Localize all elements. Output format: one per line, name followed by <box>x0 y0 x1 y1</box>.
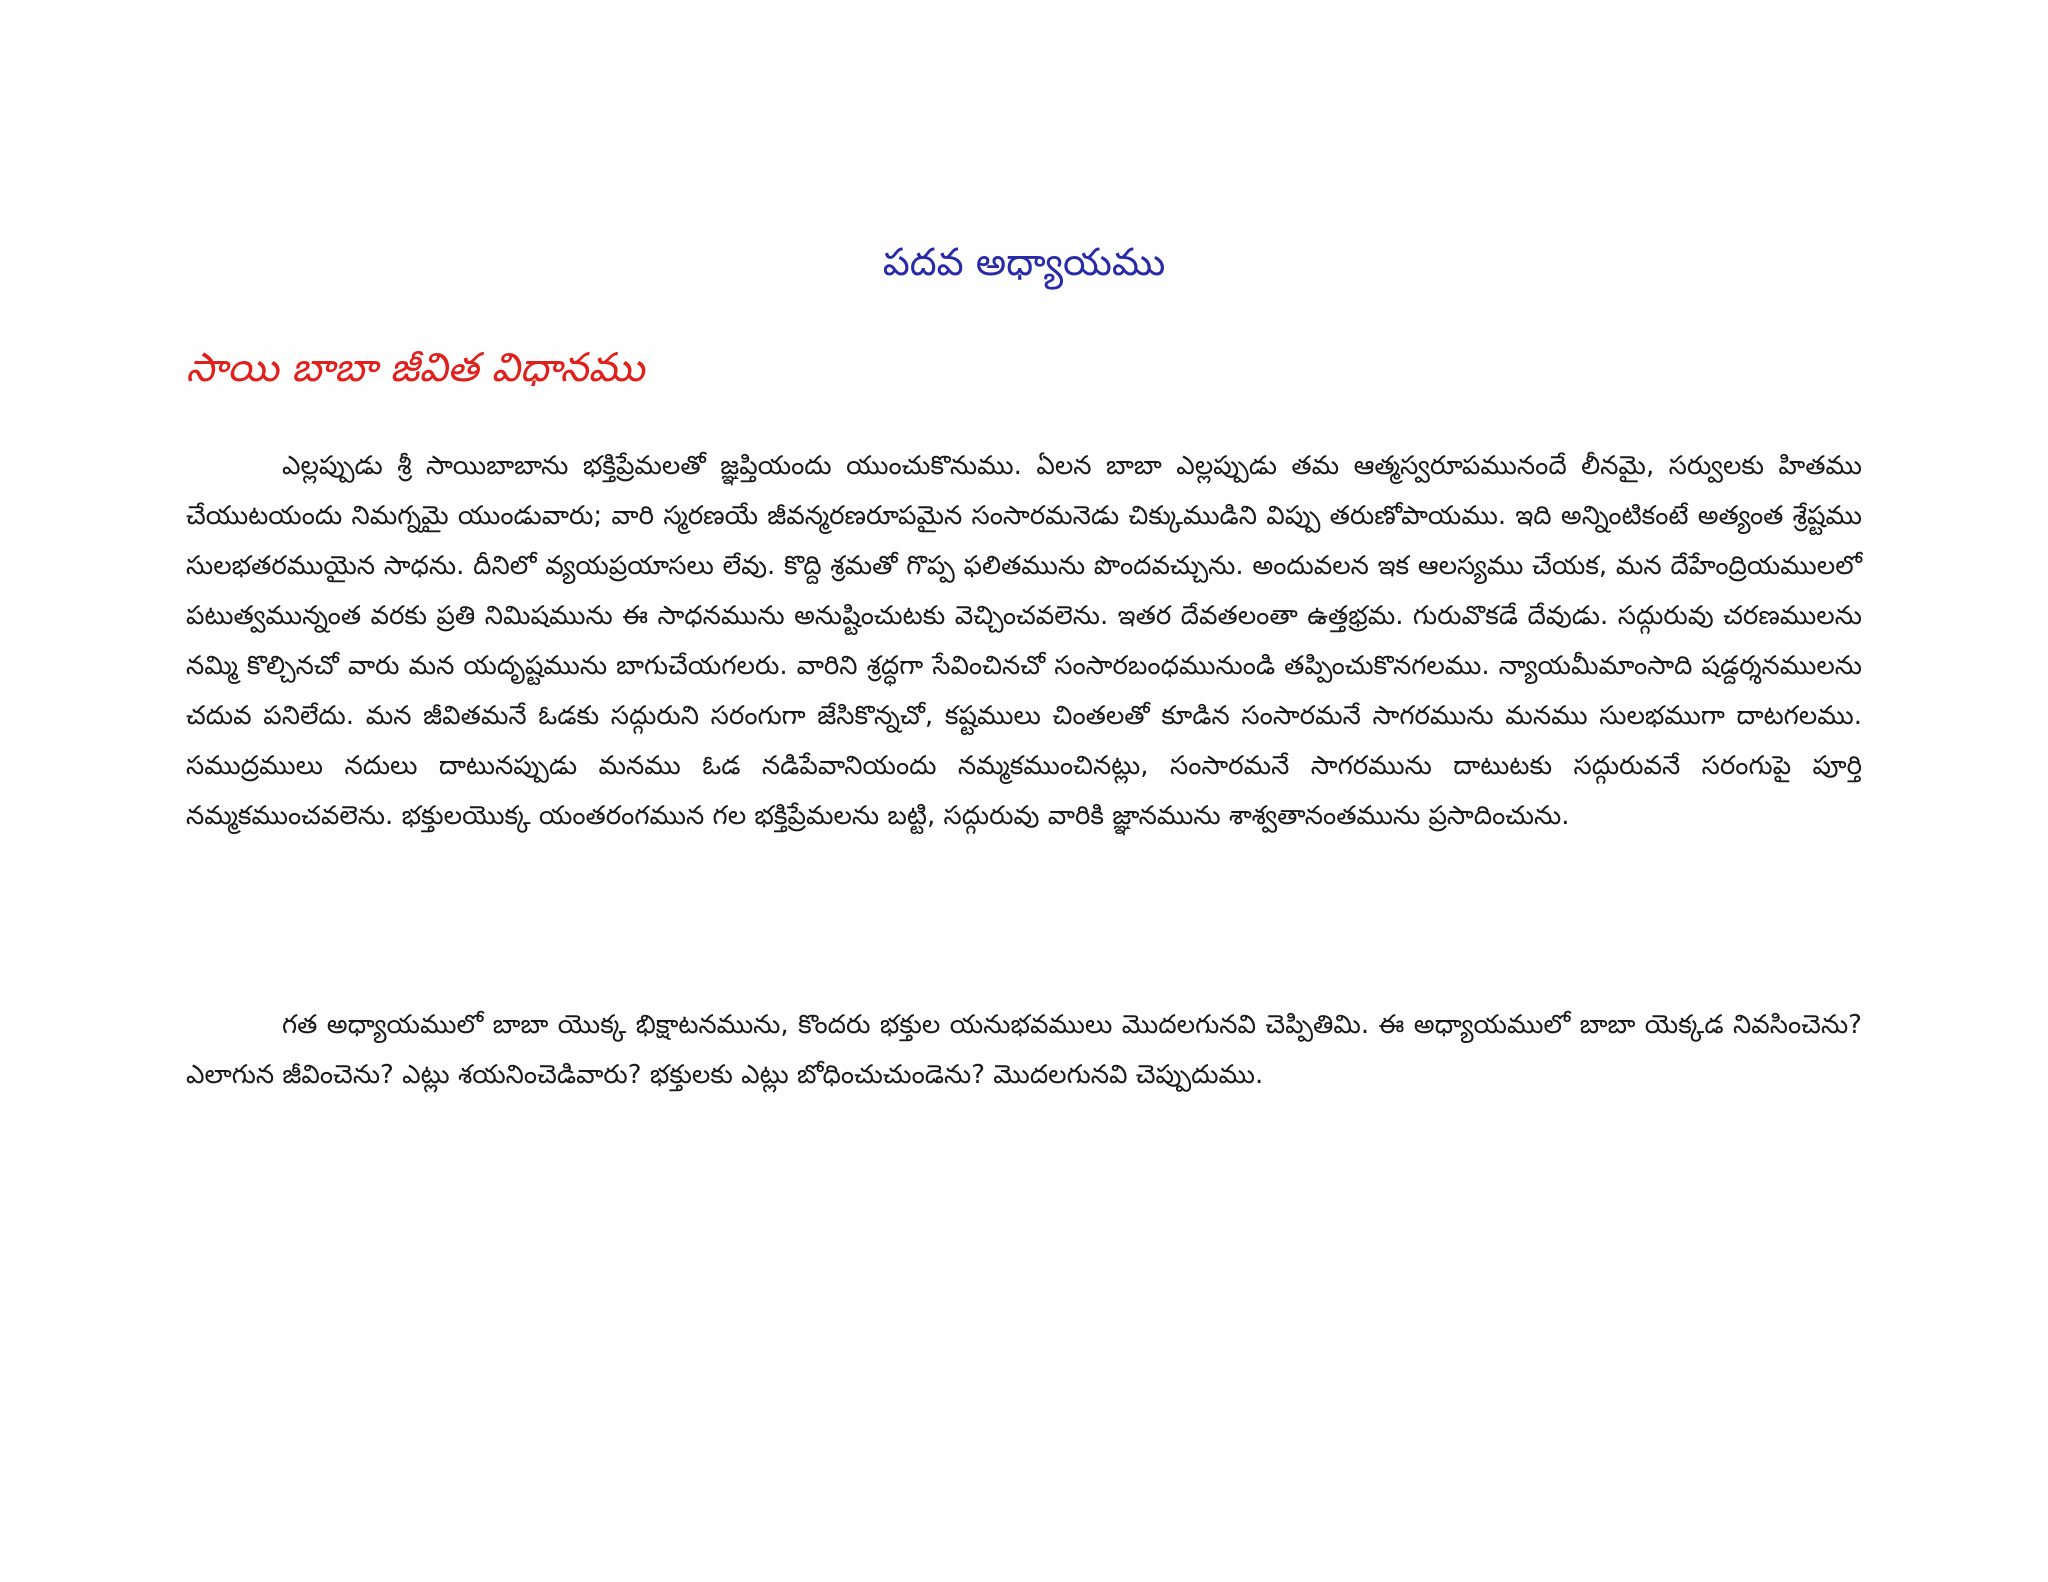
chapter-title: పదవ అధ్యాయము <box>882 240 1166 284</box>
body-paragraph-2: గత అధ్యాయములో బాబా యొక్క భిక్షాటనమును, కొందరు భక్తుల యనుభవములు మొదలగునవి చెప్పితిమి. ఈ అధ్యాయములో బాబా యెక్కడ నివసించెను? ఎలాగున జీవించెను? ఎట్లు శయనించెడివారు? భక్తులకు ఎట్లు బోధించుచుండెను? మొదలగునవి చెప్పుదుము. <box>186 1010 1862 1090</box>
body-paragraph-1: ఎల్లప్పుడు శ్రీ సాయిబాబాను భక్తిప్రేమలతో జ్ఞప్తియందు యుంచుకొనుము. ఏలన బాబా ఎల్లప్పుడు తమ ఆత్మస్వరూపమునందే లీనమై, సర్వులకు హితము చేయుటయందు నిమగ్నమై యుండువారు; వారి స్మరణయే జీవన్మరణరూపమైన సంసారమనెడు చిక్కుముడిని విప్పు తరుణోపాయము. ఇది అన్నింటికంటే అత్యంత శ్రేష్టము సులభతరముయైన సాధను. దీనిలో వ్యయప్రయాసలు లేవు. కొద్ది శ్రమతో గొప్ప ఫలితమును పొందవచ్చును. అందువలన ఇక ఆలస్యము చేయక, మన దేహేంద్రియములలో పటుత్వమున్నంత వరకు ప్రతి నిమిషమును ఈ సాధనమును అనుష్టించుటకు వెచ్చించవలెను. ఇతర దేవతలంతా ఉత్తభ్రమ. గురువొకడే దేవుడు. సద్గురువు చరణములను నమ్మి కొల్చినచో వారు మన యదృష్టమును బాగుచేయగలరు. వారిని శ్రద్ధగా సేవించినచో సంసారబంధమునుండి తప్పించుకొనగలము. న్యాయమీమాంసాది షడ్దర్శనములను చదువ పనిలేదు. మన జీవితమనే ఓడకు సద్గురుని సరంగుగా జేసికొన్నచో, కష్టములు చింతలతో కూడిన సంసారమనే సాగరమును మనము సులభముగా దాటగలము. సముద్రములు నదులు దాటునప్పుడు మనము ఓడ నడిపేవానియందు నమ్మకముంచినట్లు, సంసారమనే సాగరమును దాటుటకు సద్గురువనే సరంగుపై పూర్తి నమ్మకముంచవలెను. భక్తులయొక్క యంతరంగమున గల భక్తిప్రేమలను బట్టి, సద్గురువు వారికి జ్ఞానమును శాశ్వతానంతమును ప్రసాదించును. <box>186 451 1862 831</box>
section-heading: సాయి బాబా జీవిత విధానము <box>186 345 645 391</box>
